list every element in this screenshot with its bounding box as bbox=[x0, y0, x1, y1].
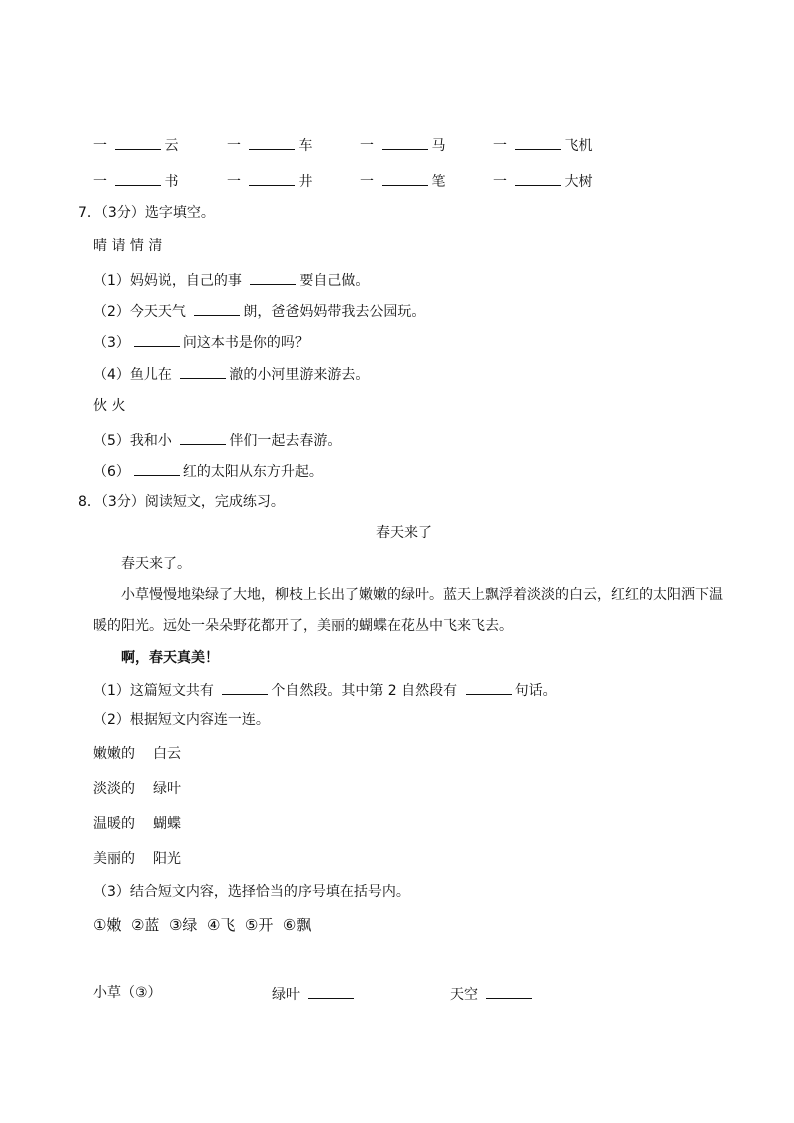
q8-sub-1: （1）这篇短文共有 个自然段。其中第 2 自然段有 句话。 bbox=[93, 680, 557, 700]
match-row bbox=[93, 850, 181, 868]
match-right[interactable]: 绿叶 bbox=[153, 781, 181, 797]
answer-grass: 小草（③） bbox=[93, 985, 162, 1001]
answer-blank[interactable] bbox=[222, 680, 268, 695]
q7-item-6: （6） 红的太阳从东方升起。 bbox=[93, 461, 323, 481]
match-right[interactable]: 蝴蝶 bbox=[153, 816, 181, 832]
grid-cell: 一 马 bbox=[360, 135, 445, 155]
answer-blank[interactable] bbox=[515, 171, 561, 186]
answer-blank[interactable] bbox=[382, 171, 428, 186]
q7-header: 7．（3分）选字填空。 bbox=[78, 205, 215, 221]
passage-paragraph-2-line-2: 暖的阳光。远处一朵朵野花都开了，美丽的蝴蝶在花丛中飞来飞去。 bbox=[93, 618, 513, 634]
answer-blank[interactable] bbox=[466, 680, 512, 695]
match-left[interactable]: 淡淡的 bbox=[93, 781, 135, 797]
answer-blank[interactable] bbox=[486, 984, 532, 999]
passage-paragraph-2-line-1: 小草慢慢地染绿了大地，柳枝上长出了嫩嫩的绿叶。蓝天上飘浮着淡淡的白云，红红的太阳洒下温 bbox=[121, 587, 723, 603]
answer-blank[interactable] bbox=[134, 332, 180, 347]
answer-blank[interactable] bbox=[134, 461, 180, 476]
answer-blank[interactable] bbox=[382, 135, 428, 150]
q7-item-2: （2）今天天气 朗，爸爸妈妈带我去公园玩。 bbox=[93, 301, 425, 321]
q7-item-4: （4）鱼儿在 澈的小河里游来游去。 bbox=[93, 364, 369, 384]
q7-choices-2: 伙 火 bbox=[93, 398, 126, 414]
q7-choices-1: 晴 请 情 清 bbox=[93, 238, 163, 254]
q7-item-3: （3） 问这本书是你的吗？ bbox=[93, 332, 309, 352]
answer-blank[interactable] bbox=[249, 135, 295, 150]
match-left[interactable]: 温暖的 bbox=[93, 816, 135, 832]
q8-sub-2: （2）根据短文内容连一连。 bbox=[93, 712, 270, 728]
answer-leaves: 绿叶 bbox=[272, 984, 357, 1004]
passage-paragraph-3: 啊，春天真美！ bbox=[121, 650, 219, 666]
answer-blank[interactable] bbox=[249, 171, 295, 186]
answer-sky: 天空 bbox=[450, 984, 535, 1004]
grid-cell: 一 云 bbox=[93, 135, 178, 155]
answer-blank[interactable] bbox=[180, 364, 226, 379]
grid-cell: 一 井 bbox=[227, 171, 312, 191]
match-left[interactable]: 嫩嫩的 bbox=[93, 746, 135, 762]
match-right[interactable]: 阳光 bbox=[153, 851, 181, 867]
answer-blank[interactable] bbox=[115, 171, 161, 186]
q8-sub-3: （3）结合短文内容，选择恰当的序号填在括号内。 bbox=[93, 884, 410, 900]
grid-cell: 一 车 bbox=[227, 135, 312, 155]
passage-paragraph-1: 春天来了。 bbox=[121, 556, 191, 572]
answer-blank[interactable] bbox=[515, 135, 561, 150]
grid-cell: 一 书 bbox=[93, 171, 178, 191]
q8-header: 8．（3分）阅读短文，完成练习。 bbox=[78, 494, 285, 510]
q7-item-1: （1）妈妈说，自己的事 要自己做。 bbox=[93, 270, 369, 290]
match-row bbox=[93, 745, 181, 763]
match-right[interactable]: 白云 bbox=[153, 746, 181, 762]
q7-item-5: （5）我和小 伴们一起去春游。 bbox=[93, 430, 341, 450]
answer-blank[interactable] bbox=[308, 984, 354, 999]
answer-blank[interactable] bbox=[250, 270, 296, 285]
passage-title: 春天来了 bbox=[376, 525, 432, 541]
match-row bbox=[93, 780, 181, 798]
answer-blank[interactable] bbox=[115, 135, 161, 150]
answer-blank[interactable] bbox=[180, 430, 226, 445]
grid-cell: 一 笔 bbox=[360, 171, 445, 191]
match-left[interactable]: 美丽的 bbox=[93, 851, 135, 867]
grid-cell: 一 飞机 bbox=[493, 135, 592, 155]
grid-cell: 一 大树 bbox=[493, 171, 592, 191]
option-list: ①嫩 ②蓝 ③绿 ④飞 ⑤开 ⑥飘 bbox=[93, 916, 312, 934]
answer-blank[interactable] bbox=[194, 301, 240, 316]
match-row bbox=[93, 815, 181, 833]
